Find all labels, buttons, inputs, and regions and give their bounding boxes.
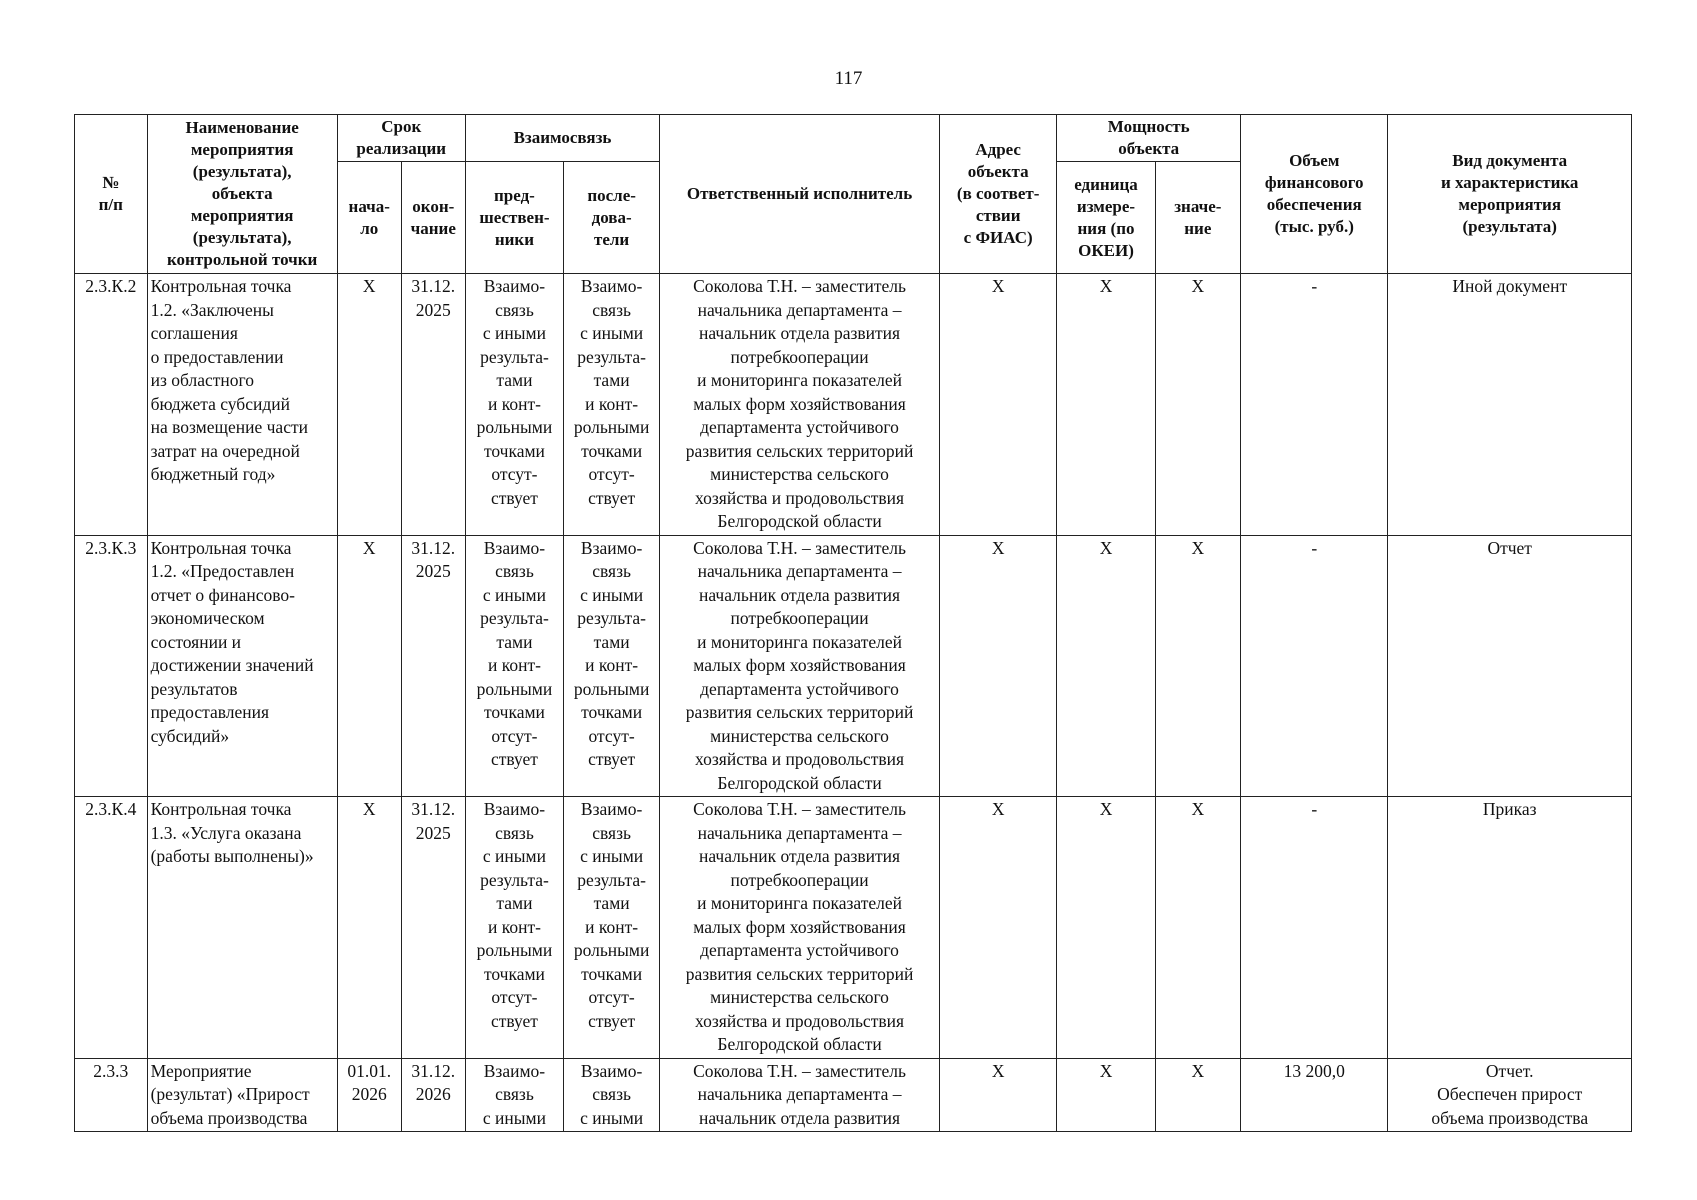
plan-table	[74, 114, 1632, 1132]
cell-unit: X	[1057, 1058, 1155, 1132]
header-link: Взаимосвязь	[465, 115, 659, 162]
header-num: № п/п	[75, 115, 148, 274]
cell-executor: Соколова Т.Н. – заместитель начальника департамента – начальник отдела развития потребкооперации и мониторинга показателей малых форм хозяйствования департамента устойчивого развития сельских территорий министерства сельского хозяйства и продовольствия Белгородской области	[660, 797, 940, 1059]
header-finance: Объем финансового обеспечения (тыс. руб.)	[1241, 115, 1388, 274]
cell-finance: -	[1241, 274, 1388, 536]
cell-executor: Соколова Т.Н. – заместитель начальника департамента – начальник отдела развития потребкооперации и мониторинга показателей малых форм хозяйствования департамента устойчивого развития сельских территорий министерства сельского хозяйства и продовольствия Белгородской области	[660, 535, 940, 797]
header-link-next: после- дова- тели	[564, 162, 660, 274]
table-row	[75, 274, 1632, 536]
cell-doc: Иной документ	[1388, 274, 1632, 536]
cell-next: Взаимо- связь с иными результа- тами и конт- рольными точками отсут- ствует	[564, 797, 660, 1059]
cell-end: 31.12. 2026	[401, 1058, 465, 1132]
header-name: Наименование мероприятия (результата), объекта мероприятия (результата), контрольной точки	[147, 115, 337, 274]
cell-finance: -	[1241, 535, 1388, 797]
cell-end: 31.12. 2025	[401, 535, 465, 797]
cell-name: Контрольная точка 1.2. «Заключены соглашения о предоставлении из областного бюджета субсидий на возмещение части затрат на очередной бюджетный год»	[147, 274, 337, 536]
header-term: Срок реализации	[337, 115, 465, 162]
cell-name: Контрольная точка 1.3. «Услуга оказана (работы выполнены)»	[147, 797, 337, 1059]
cell-value: X	[1155, 1058, 1240, 1132]
header-capacity-value: значе- ние	[1155, 162, 1240, 274]
page-number: 117	[834, 68, 863, 89]
header-term-start: нача- ло	[337, 162, 401, 274]
cell-unit: X	[1057, 797, 1155, 1059]
table-body	[75, 274, 1632, 1132]
cell-doc: Отчет. Обеспечен прирост объема производства	[1388, 1058, 1632, 1132]
cell-name: Контрольная точка 1.2. «Предоставлен отчет о финансово- экономическом состоянии и достижении значений результатов предоставления субсидий»	[147, 535, 337, 797]
cell-start: X	[337, 535, 401, 797]
cell-num: 2.3.3	[75, 1058, 148, 1132]
cell-next: Взаимо- связь с иными	[564, 1058, 660, 1132]
table-row	[75, 1058, 1632, 1132]
header-link-prev: пред- шествен- ники	[465, 162, 563, 274]
cell-num: 2.3.К.3	[75, 535, 148, 797]
cell-unit: X	[1057, 274, 1155, 536]
cell-value: X	[1155, 274, 1240, 536]
cell-finance: 13 200,0	[1241, 1058, 1388, 1132]
table-header	[75, 115, 1632, 274]
cell-doc: Отчет	[1388, 535, 1632, 797]
cell-prev: Взаимо- связь с иными результа- тами и конт- рольными точками отсут- ствует	[465, 274, 563, 536]
header-executor: Ответственный исполнитель	[660, 115, 940, 274]
header-address: Адрес объекта (в соответ- ствии с ФИАС)	[939, 115, 1056, 274]
cell-address: X	[939, 1058, 1056, 1132]
cell-address: X	[939, 274, 1056, 536]
cell-address: X	[939, 797, 1056, 1059]
cell-unit: X	[1057, 535, 1155, 797]
cell-end: 31.12. 2025	[401, 274, 465, 536]
cell-prev: Взаимо- связь с иными результа- тами и конт- рольными точками отсут- ствует	[465, 797, 563, 1059]
cell-start: X	[337, 274, 401, 536]
cell-name: Мероприятие (результат) «Прирост объема производства	[147, 1058, 337, 1132]
table-row	[75, 797, 1632, 1059]
cell-num: 2.3.К.2	[75, 274, 148, 536]
cell-prev: Взаимо- связь с иными результа- тами и конт- рольными точками отсут- ствует	[465, 535, 563, 797]
header-term-end: окон- чание	[401, 162, 465, 274]
table-row	[75, 535, 1632, 797]
cell-address: X	[939, 535, 1056, 797]
plan-table-sheet	[74, 114, 1632, 1132]
header-capacity: Мощность объекта	[1057, 115, 1241, 162]
cell-executor: Соколова Т.Н. – заместитель начальника департамента – начальник отдела развития потребкооперации и мониторинга показателей малых форм хозяйствования департамента устойчивого развития сельских территорий министерства сельского хозяйства и продовольствия Белгородской области	[660, 274, 940, 536]
cell-end: 31.12. 2025	[401, 797, 465, 1059]
cell-finance: -	[1241, 797, 1388, 1059]
cell-executor: Соколова Т.Н. – заместитель начальника департамента – начальник отдела развития	[660, 1058, 940, 1132]
cell-start: 01.01. 2026	[337, 1058, 401, 1132]
cell-doc: Приказ	[1388, 797, 1632, 1059]
cell-value: X	[1155, 797, 1240, 1059]
cell-prev: Взаимо- связь с иными	[465, 1058, 563, 1132]
header-capacity-unit: единица измере- ния (по ОКЕИ)	[1057, 162, 1155, 274]
cell-start: X	[337, 797, 401, 1059]
header-doc: Вид документа и характеристика мероприятия (результата)	[1388, 115, 1632, 274]
cell-num: 2.3.К.4	[75, 797, 148, 1059]
cell-next: Взаимо- связь с иными результа- тами и конт- рольными точками отсут- ствует	[564, 535, 660, 797]
cell-next: Взаимо- связь с иными результа- тами и конт- рольными точками отсут- ствует	[564, 274, 660, 536]
cell-value: X	[1155, 535, 1240, 797]
